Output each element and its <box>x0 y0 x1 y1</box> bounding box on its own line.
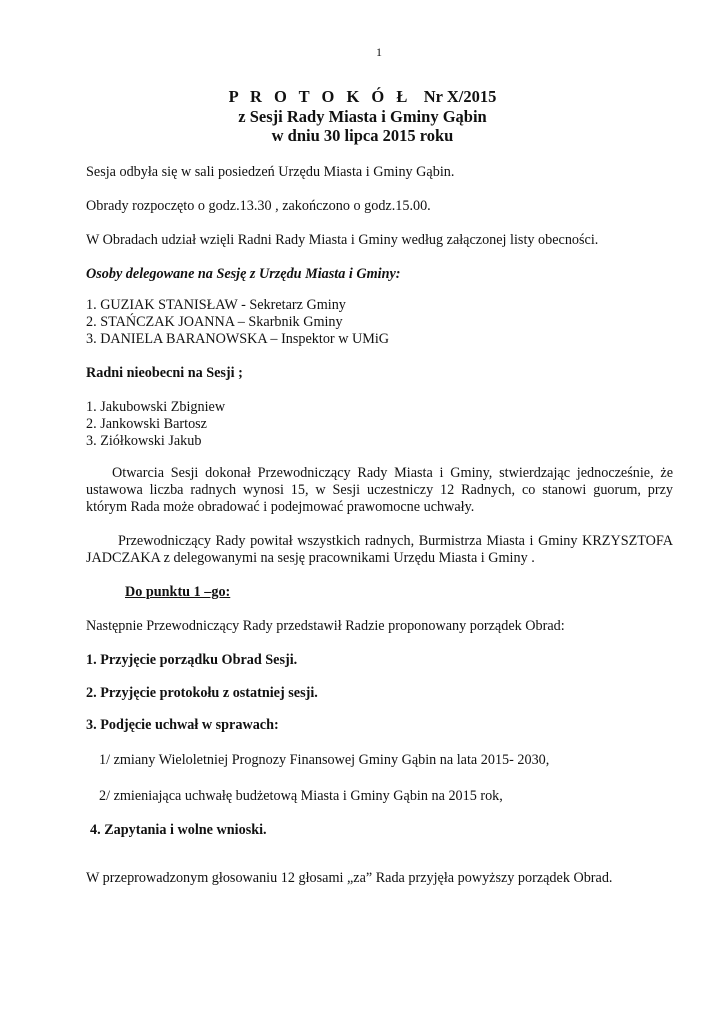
opening-paragraph: Otwarcia Sesji dokonał Przewodniczący Rady Miasta i Gminy, stwierdzając jednocześnie, że ustawowa liczba radnych wynosi 15, w Sesji uczestniczy 12 Radnych, co stanowi guorum, przy którym Rada może obradować i podejmować prawomocne uchwały. <box>86 465 673 515</box>
intro-location: Sesja odbyła się w sali posiedzeń Urzędu Miasta i Gminy Gąbin. <box>86 164 455 180</box>
absent-item: 2. Jankowski Bartosz <box>86 416 207 432</box>
point1-heading: Do punktu 1 –go: <box>125 584 231 600</box>
intro-attendance: W Obradach udział wzięli Radni Rady Miasta i Gminy według załączonej listy obecności. <box>86 232 599 248</box>
point1-intro: Następnie Przewodniczący Rady przedstawił Radzie proponowany porządek Obrad: <box>86 618 565 634</box>
agenda-item: 1. Przyjęcie porządku Obrad Sesji. <box>86 652 298 668</box>
delegates-heading: Osoby delegowane na Sesję z Urzędu Miasta i Gminy: <box>86 266 401 282</box>
delegate-item: 1. GUZIAK STANISŁAW - Sekretarz Gminy <box>86 297 346 313</box>
title-protokol: P R O T O K Ó Ł <box>228 87 412 106</box>
agenda-subitem: 2/ zmieniająca uchwałę budżetową Miasta i Gminy Gąbin na 2015 rok, <box>99 788 503 804</box>
agenda-item: 2. Przyjęcie protokołu z ostatniej sesji. <box>86 685 318 701</box>
absent-item: 1. Jakubowski Zbigniew <box>86 399 226 415</box>
page-number: 1 <box>376 45 382 59</box>
delegate-item: 2. STAŃCZAK JOANNA – Skarbnik Gminy <box>86 314 343 330</box>
vote-result: W przeprowadzonym głosowaniu 12 głosami „za” Rada przyjęła powyższy porządek Obrad. <box>86 870 613 886</box>
absent-item: 3. Ziółkowski Jakub <box>86 433 202 449</box>
agenda-item: 3. Podjęcie uchwał w sprawach: <box>86 717 279 733</box>
greeting-paragraph: Przewodniczący Rady powitał wszystkich radnych, Burmistrza Miasta i Gminy KRZYSZTOFA JADCZAKA z delegowanymi na sesję pracownikami Urzędu Miasta i Gminy . <box>86 533 673 566</box>
document-title-line1 <box>0 88 725 105</box>
document-title-line2: z Sesji Rady Miasta i Gminy Gąbin <box>238 107 487 126</box>
absent-heading: Radni nieobecni na Sesji ; <box>86 365 243 381</box>
agenda-item: 4. Zapytania i wolne wnioski. <box>90 822 267 838</box>
agenda-subitem: 1/ zmiany Wieloletniej Prognozy Finansowej Gminy Gąbin na lata 2015- 2030, <box>99 752 550 768</box>
intro-time: Obrady rozpoczęto o godz.13.30 , zakończono o godz.15.00. <box>86 198 431 214</box>
title-number: Nr X/2015 <box>423 87 497 106</box>
delegate-item: 3. DANIELA BARANOWSKA – Inspektor w UMiG <box>86 331 390 347</box>
document-title-line3: w dniu 30 lipca 2015 roku <box>271 126 454 145</box>
